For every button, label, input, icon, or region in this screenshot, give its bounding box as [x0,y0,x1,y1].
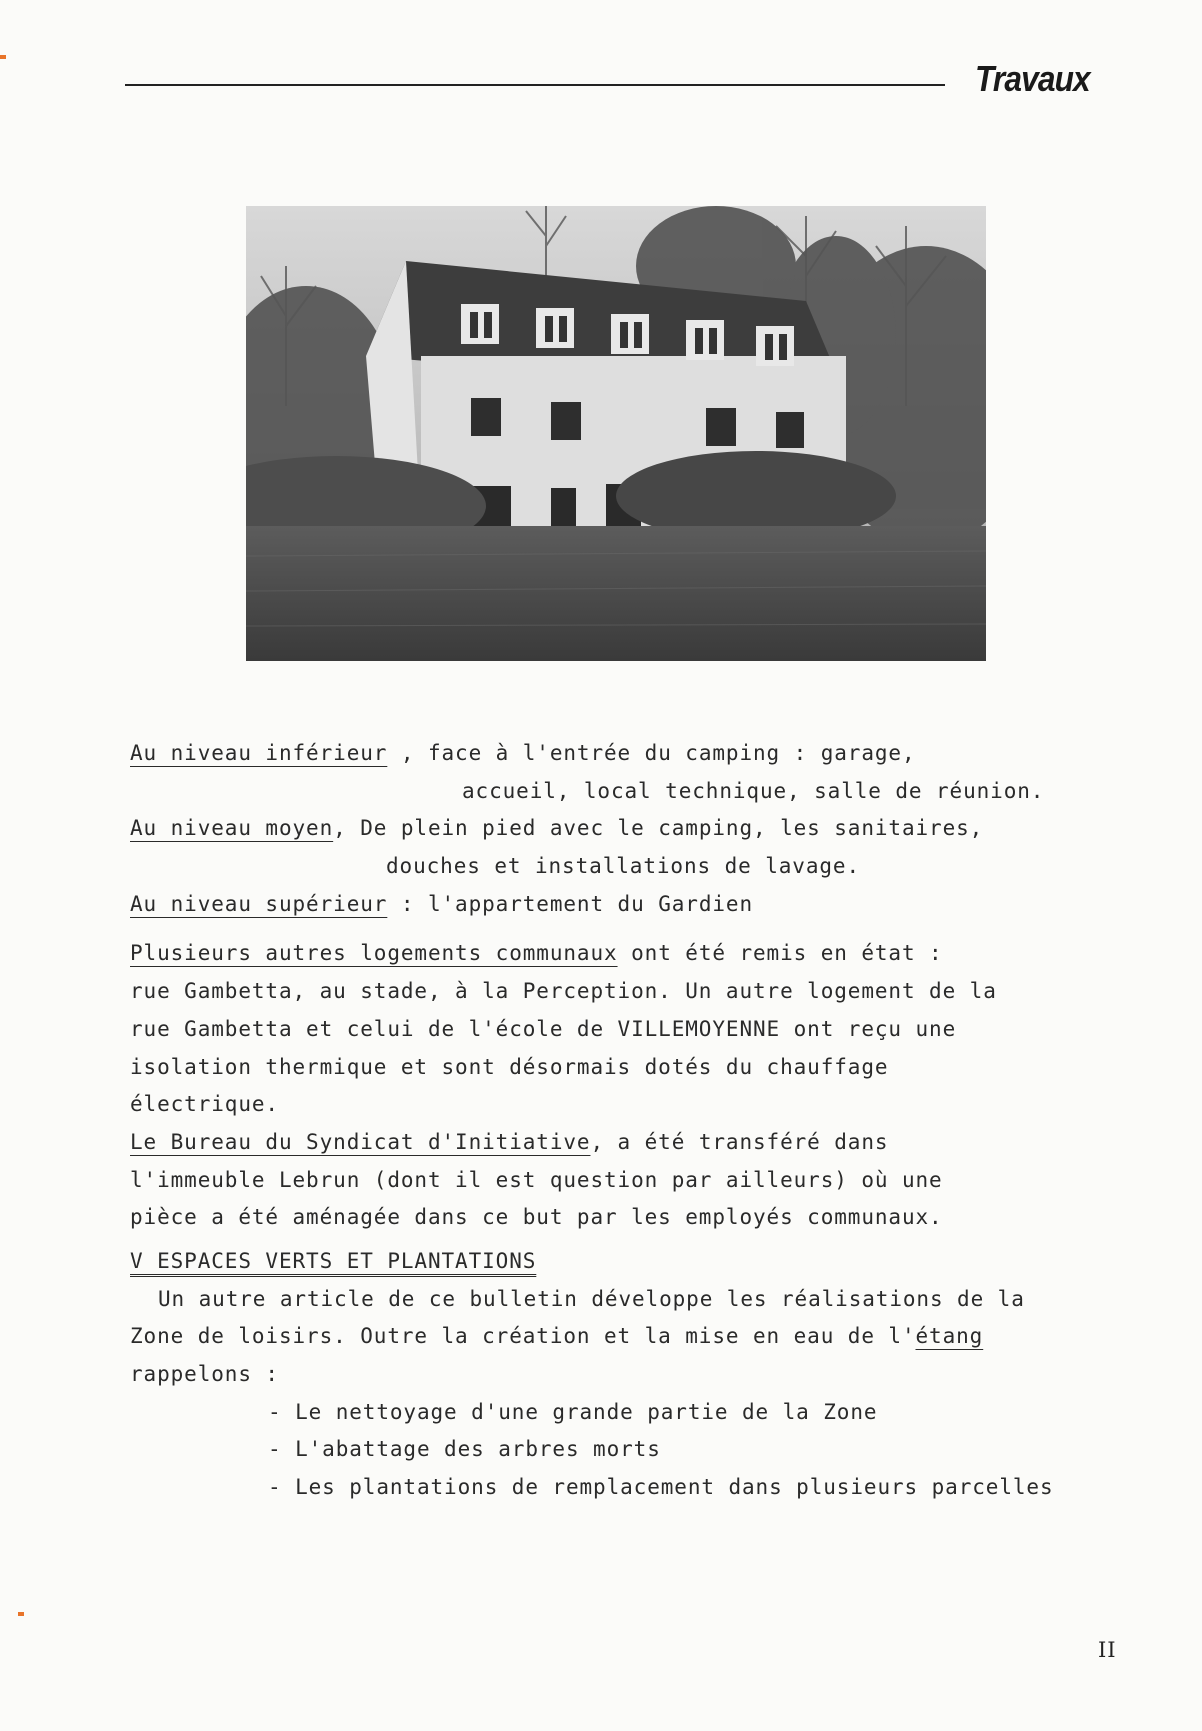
list-item: - L'abattage des arbres morts [268,1437,661,1462]
underlined-term: étang [915,1324,984,1349]
underlined-term: Au niveau supérieur [130,891,388,916]
underlined-term: Au niveau inférieur [130,741,388,765]
text-line: Au niveau supérieur : l'appartement du Gardien [130,891,753,916]
section-heading: V ESPACES VERTS ET PLANTATIONS [130,1248,537,1273]
text-line: rue Gambetta et celui de l'école de VILLEMOYENNE ont reçu une [130,1016,957,1041]
margin-mark [18,1612,24,1616]
body-text [130,735,1150,1507]
bullet-list [130,1394,1150,1507]
text-line: rappelons : [130,1362,279,1386]
text-line: Plusieurs autres logements communaux ont été remis en état : [130,941,943,966]
page-number: II [1098,1638,1117,1662]
text-line: Le Bureau du Syndicat d'Initiative, a été transféré dans [130,1129,889,1154]
underlined-term: Le Bureau du Syndicat d'Initiative [130,1129,591,1154]
text-line: isolation thermique et sont désormais dotés du chauffage [130,1054,889,1079]
text-line: électrique. [130,1092,279,1117]
text-line: douches et installations de lavage. [386,854,861,879]
text-line: Zone de loisirs. Outre la création et la mise en eau de l'étang [130,1324,984,1349]
building-photo [246,206,986,661]
list-item: - Le nettoyage d'une grande partie de la Zone [268,1399,878,1424]
underlined-term: Plusieurs autres logements communaux [130,941,618,966]
text-line: Au niveau inférieur , face à l'entrée du camping : garage, [130,741,916,765]
text-line: accueil, local technique, salle de réunion. [462,778,1045,803]
underlined-term: Au niveau moyen [130,816,334,841]
page-title: Travaux [975,58,1090,99]
text-line: rue Gambetta, au stade, à la Perception. Un autre logement de la [130,979,997,1004]
header-rule [125,84,945,86]
building-photo-icon [246,206,986,661]
margin-mark [0,55,6,59]
text-line: pièce a été aménagée dans ce but par les employés communaux. [130,1205,943,1230]
list-item: - Les plantations de remplacement dans plusieurs parcelles [268,1475,1054,1500]
text-line: Au niveau moyen, De plein pied avec le camping, les sanitaires, [130,816,984,841]
text-line: l'immeuble Lebrun (dont il est question par ailleurs) où une [130,1167,943,1192]
text-line: Un autre article de ce bulletin développe les réalisations de la [158,1286,1025,1311]
